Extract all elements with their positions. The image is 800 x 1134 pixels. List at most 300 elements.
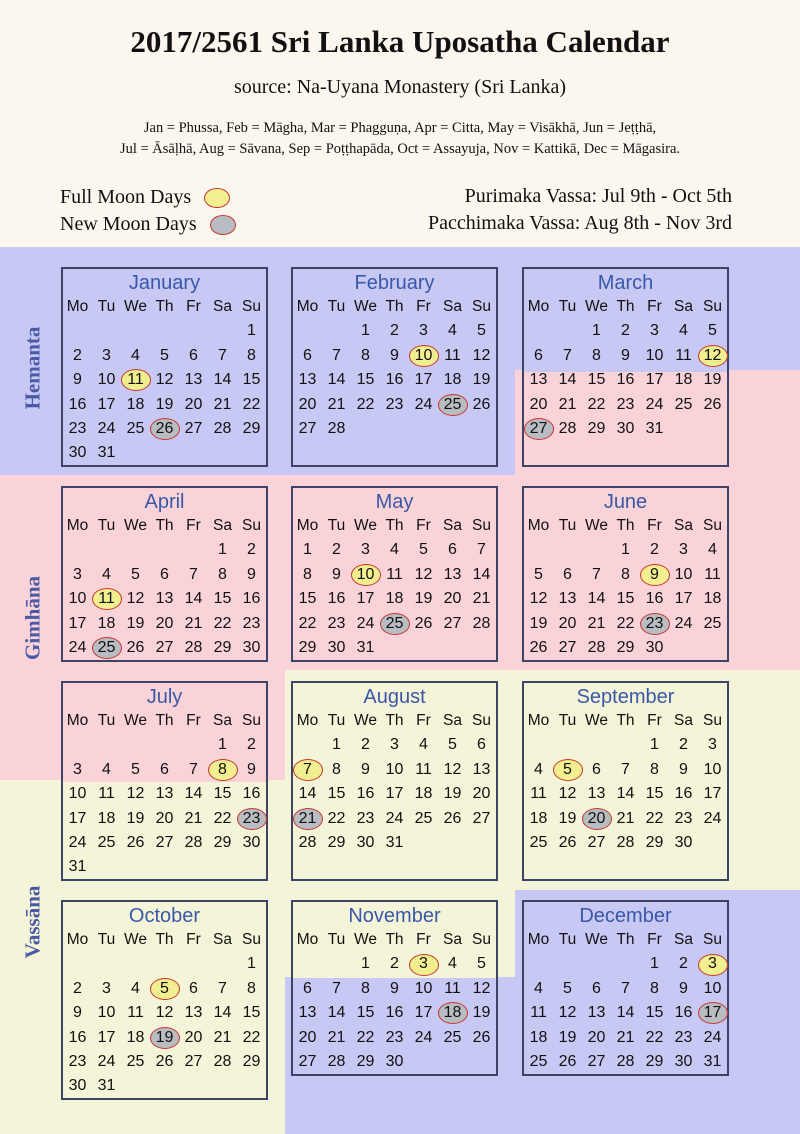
week-row [63,1026,266,1050]
day-number: 15 [645,1004,664,1022]
day-number: 3 [419,322,428,340]
day-cell [669,319,698,343]
day-cell [92,393,121,417]
day-cell [351,587,380,611]
month-september [522,681,729,881]
day-cell [553,1026,582,1050]
day-number: 17 [68,614,87,632]
empty-cell [121,319,150,343]
day-number: 20 [184,395,203,413]
day-number: 12 [472,346,491,364]
day-number: 17 [414,1004,433,1022]
day-cell [351,319,380,343]
day-cell [698,587,727,611]
empty-cell [121,538,150,562]
weekday-label: Tu [327,931,346,948]
day-number: 6 [160,760,169,778]
day-number: 22 [298,614,317,632]
week-row [524,368,727,392]
empty-cell [179,538,208,562]
day-number: 25 [703,614,722,632]
weekday-label: Fr [186,517,201,534]
day-cell [179,1001,208,1025]
day-cell [351,977,380,1001]
day-cell [640,733,669,757]
day-cell [179,1026,208,1050]
day-cell [63,587,92,611]
day-cell [698,1050,727,1074]
week-row [293,587,496,611]
day-cell [179,782,208,806]
day-cell [322,587,351,611]
day-cell [611,1050,640,1074]
weekday-label: Tu [558,712,577,729]
day-number: 14 [213,1004,232,1022]
weekday-label: Fr [647,712,662,729]
day-cell [351,782,380,806]
day-number: 14 [184,785,203,803]
weekday-label: Su [242,931,261,948]
day-number: 28 [587,638,606,656]
day-number: 27 [155,638,174,656]
week-row [293,1050,496,1074]
day-number: 15 [356,371,375,389]
day-number: 15 [298,590,317,608]
day-cell [640,952,669,976]
day-cell [322,612,351,636]
weekday-label: Sa [674,298,693,315]
day-cell [322,1050,351,1074]
day-number: 27 [472,809,491,827]
day-number: 7 [218,979,227,997]
day-number: 22 [213,809,232,827]
empty-cell [208,319,237,343]
day-number: 12 [703,346,722,364]
day-cell [698,344,727,368]
day-cell [380,319,409,343]
empty-cell [582,538,611,562]
day-cell [380,758,409,782]
day-number: 14 [298,785,317,803]
day-cell [467,563,496,587]
weekday-label: Mo [527,517,550,534]
day-cell [92,612,121,636]
week-row [293,563,496,587]
day-cell [208,344,237,368]
empty-cell [524,319,553,343]
day-number: 20 [587,1028,606,1046]
day-cell [640,393,669,417]
weekday-label: Su [703,931,722,948]
day-number: 25 [414,809,433,827]
day-cell [640,758,669,782]
empty-cell [179,952,208,976]
day-number: 23 [674,1028,693,1046]
day-cell [351,1050,380,1074]
month-february [291,267,498,467]
week-row [524,636,727,660]
day-number: 20 [587,809,606,827]
day-cell [322,977,351,1001]
day-number: 24 [703,1028,722,1046]
day-cell [640,319,669,343]
weekday-label: We [354,931,377,948]
day-number: 30 [356,833,375,851]
day-cell [409,612,438,636]
month-name: January [128,272,201,294]
week-row [524,393,727,417]
day-cell [121,344,150,368]
weekday-label: Su [242,298,261,315]
day-number: 25 [97,833,116,851]
empty-cell [237,1074,266,1098]
day-cell [92,831,121,855]
day-cell [322,344,351,368]
month-name: June [603,491,648,513]
day-cell [467,807,496,831]
day-number: 4 [708,541,717,559]
day-cell [208,393,237,417]
day-cell [669,831,698,855]
day-cell [63,1026,92,1050]
day-cell [63,1074,92,1098]
day-cell [63,393,92,417]
day-number: 28 [616,1052,635,1070]
day-number: 21 [472,590,491,608]
day-number: 26 [472,1028,491,1046]
day-cell [669,587,698,611]
month-name: April [144,491,185,513]
empty-cell [150,538,179,562]
weekday-header [293,709,496,733]
day-number: 16 [674,1004,693,1022]
day-number: 16 [242,785,261,803]
week-row [524,1050,727,1074]
day-number: 10 [703,979,722,997]
day-number: 24 [414,395,433,413]
day-cell [524,417,553,441]
day-number: 19 [414,590,433,608]
weekday-label: Mo [66,931,89,948]
empty-cell [179,319,208,343]
weekday-label: Th [616,517,635,534]
day-cell [351,1001,380,1025]
day-number: 5 [448,736,457,754]
day-number: 19 [472,371,491,389]
day-cell [611,636,640,660]
month-name: February [354,272,435,294]
day-number: 8 [332,760,341,778]
day-cell [582,758,611,782]
week-row [63,344,266,368]
month-names-line-1: Jan = Phussa, Feb = Māgha, Mar = Phagguṇa, Apr = Citta, May = Visākhā, Jun = Jeṭṭhā, [143,120,657,136]
week-row [63,612,266,636]
weekday-label: Tu [97,517,116,534]
day-number: 19 [703,371,722,389]
day-cell [524,344,553,368]
day-cell [611,319,640,343]
day-number: 3 [73,760,82,778]
day-cell [582,1001,611,1025]
day-number: 19 [443,785,462,803]
day-cell [293,563,322,587]
day-number: 23 [616,395,635,413]
day-cell [409,1001,438,1025]
weekday-label: Th [385,298,404,315]
day-number: 2 [679,736,688,754]
day-cell [322,758,351,782]
day-number: 29 [356,1052,375,1070]
weekday-label: Tu [327,517,346,534]
day-cell [409,368,438,392]
week-row [524,1001,727,1025]
day-number: 26 [472,395,491,413]
legend-new-label: New Moon Days [60,213,197,235]
day-cell [438,758,467,782]
day-number: 31 [385,833,404,851]
day-cell [524,782,553,806]
empty-cell [208,952,237,976]
weekday-label: We [354,298,377,315]
day-cell [582,1050,611,1074]
day-cell [669,1001,698,1025]
day-number: 15 [213,785,232,803]
day-cell [698,977,727,1001]
day-number: 2 [621,322,630,340]
day-cell [409,587,438,611]
day-cell [553,977,582,1001]
day-number: 21 [184,614,203,632]
day-number: 28 [558,419,577,437]
empty-cell [582,733,611,757]
day-number: 13 [184,371,203,389]
day-number: 10 [97,371,116,389]
day-number: 6 [189,979,198,997]
day-number: 22 [645,1028,664,1046]
empty-cell [409,831,438,855]
day-cell [179,417,208,441]
day-cell [150,612,179,636]
day-number: 21 [213,395,232,413]
weekday-header [524,514,727,538]
day-cell [611,831,640,855]
day-cell [582,1026,611,1050]
empty-cell [92,538,121,562]
day-number: 11 [444,346,461,364]
day-number: 23 [385,395,404,413]
day-cell [208,733,237,757]
week-row [293,368,496,392]
day-cell [611,758,640,782]
day-cell [698,612,727,636]
day-number: 26 [126,833,145,851]
day-number: 29 [242,419,261,437]
day-number: 3 [102,979,111,997]
weekday-label: Mo [296,931,319,948]
weekday-label: Su [242,517,261,534]
day-cell [467,368,496,392]
day-number: 5 [477,955,486,973]
day-number: 5 [708,322,717,340]
day-cell [351,393,380,417]
day-number: 10 [68,590,87,608]
day-number: 29 [213,833,232,851]
day-cell [63,441,92,465]
day-cell [237,758,266,782]
pacchimaka-vassa: Pacchimaka Vassa: Aug 8th - Nov 3rd [427,212,732,234]
day-number: 21 [327,395,346,413]
day-number: 25 [385,614,404,632]
day-cell [237,368,266,392]
day-cell [524,1001,553,1025]
day-number: 1 [218,541,227,559]
empty-cell [669,417,698,441]
day-cell [179,587,208,611]
day-number: 28 [327,1052,346,1070]
day-number: 9 [73,1004,82,1022]
day-number: 5 [419,541,428,559]
empty-cell [293,952,322,976]
day-cell [63,831,92,855]
day-cell [150,393,179,417]
day-number: 10 [674,565,693,583]
day-number: 14 [327,1004,346,1022]
weekday-label: Th [155,298,174,315]
day-cell [208,1001,237,1025]
day-cell [150,758,179,782]
day-cell [611,807,640,831]
day-cell [92,587,121,611]
day-cell [322,368,351,392]
day-cell [179,636,208,660]
day-cell [351,758,380,782]
day-number: 18 [126,1028,145,1046]
day-cell [698,782,727,806]
day-cell [611,1001,640,1025]
day-cell [63,368,92,392]
day-number: 13 [298,371,317,389]
weekday-label: Th [385,931,404,948]
legend-full-moon [60,186,230,209]
day-cell [179,344,208,368]
empty-cell [524,952,553,976]
day-number: 12 [126,590,145,608]
day-number: 8 [592,346,601,364]
week-row [293,807,496,831]
day-cell [524,831,553,855]
week-row [63,563,266,587]
day-cell [179,807,208,831]
weekday-label: Su [703,517,722,534]
day-cell [293,831,322,855]
weekday-label: Su [703,712,722,729]
weekday-label: Th [385,712,404,729]
day-number: 11 [127,371,144,389]
weekday-label: Th [155,712,174,729]
day-cell [150,1050,179,1074]
day-cell [208,612,237,636]
empty-cell [92,855,121,879]
day-cell [293,977,322,1001]
day-number: 19 [472,1004,491,1022]
day-cell [611,368,640,392]
day-cell [150,782,179,806]
day-cell [322,563,351,587]
weekday-label: Fr [186,298,201,315]
day-cell [409,952,438,976]
day-cell [237,344,266,368]
source-line: source: Na-Uyana Monastery (Sri Lanka) [233,76,567,98]
day-number: 28 [184,833,203,851]
day-number: 3 [708,955,717,973]
day-number: 15 [327,785,346,803]
day-number: 22 [616,614,635,632]
day-number: 9 [390,346,399,364]
day-cell [208,538,237,562]
day-cell [208,831,237,855]
day-number: 1 [650,736,659,754]
day-cell [150,344,179,368]
month-name: October [128,905,201,927]
day-number: 3 [708,736,717,754]
week-row [524,417,727,441]
day-number: 27 [587,833,606,851]
day-number: 31 [97,444,116,462]
day-cell [524,393,553,417]
week-row [63,782,266,806]
day-number: 7 [218,346,227,364]
day-cell [698,368,727,392]
day-cell [237,1001,266,1025]
day-cell [150,977,179,1001]
day-cell [121,368,150,392]
day-number: 13 [155,785,174,803]
day-number: 25 [674,395,693,413]
weekday-label: Sa [443,931,462,948]
weekday-label: Fr [647,931,662,948]
weekday-label: Sa [674,517,693,534]
day-number: 14 [616,785,635,803]
day-cell [179,563,208,587]
day-number: 26 [414,614,433,632]
day-cell [467,393,496,417]
day-cell [293,393,322,417]
empty-cell [208,441,237,465]
day-cell [582,393,611,417]
weekday-label: Tu [327,712,346,729]
empty-cell [293,319,322,343]
day-cell [669,977,698,1001]
day-cell [351,563,380,587]
weekday-label: We [354,712,377,729]
weekday-label: Tu [97,712,116,729]
day-number: 9 [621,346,630,364]
day-number: 9 [361,760,370,778]
month-name: December [579,905,672,927]
day-cell [553,807,582,831]
empty-cell [380,417,409,441]
day-cell [582,368,611,392]
empty-cell [121,441,150,465]
day-number: 16 [68,1028,87,1046]
day-cell [150,417,179,441]
day-cell [293,636,322,660]
empty-cell [92,733,121,757]
day-cell [409,393,438,417]
day-cell [92,977,121,1001]
day-cell [438,563,467,587]
empty-cell [467,831,496,855]
